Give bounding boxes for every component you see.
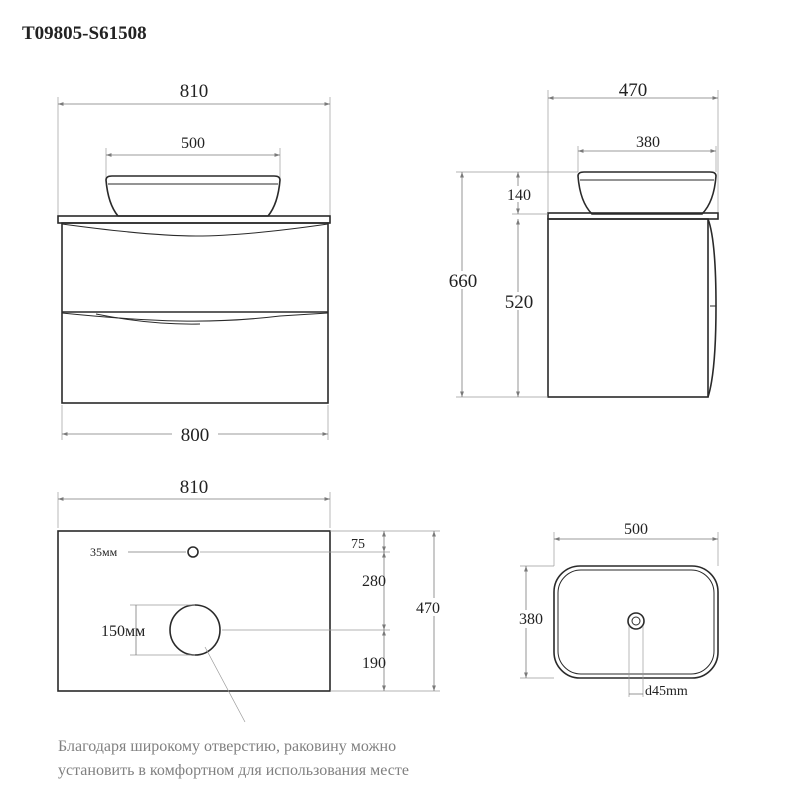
hole-distance-label: 280: [362, 573, 386, 590]
top-view: [58, 477, 448, 722]
basin-top-view: [514, 521, 718, 699]
front-basin-width-label: 500: [181, 135, 205, 152]
note-line-2: установить в комфортном для использования месте: [58, 762, 409, 779]
large-hole-label: 150мм: [101, 623, 146, 640]
front-basin-shape: [106, 176, 280, 216]
side-basin-depth-label: 380: [636, 134, 660, 151]
drain-inner: [632, 617, 640, 625]
large-hole-offset-label: 190: [362, 655, 386, 672]
side-total-height-label: 660: [448, 271, 478, 292]
front-view: [58, 81, 330, 446]
basin-width-label: 500: [624, 521, 648, 538]
side-basin-height-label: 140: [507, 187, 531, 204]
side-top-depth-label: 470: [618, 80, 648, 101]
top-depth-label: 470: [416, 600, 440, 617]
drawing-title: T09805-S61508: [22, 23, 147, 44]
drain-diameter-label: d45mm: [645, 684, 688, 699]
basin-outer-outline: [554, 566, 718, 678]
drain-outer: [628, 613, 644, 629]
front-cabinet: [62, 223, 328, 403]
small-hole-offset-label: 75: [351, 537, 365, 552]
large-hole-shape: [170, 605, 220, 655]
top-width-label: 810: [179, 477, 209, 498]
basin-inner-outline: [558, 570, 714, 674]
front-bottom-width-label: 800: [180, 425, 210, 446]
small-hole-shape: [188, 547, 198, 557]
side-view: [444, 80, 718, 397]
side-cabinet-height-label: 520: [504, 292, 534, 313]
front-countertop: [58, 216, 330, 223]
note-line-1: Благодаря широкому отверстию, раковину можно: [58, 738, 397, 755]
basin-depth-label: 380: [519, 611, 543, 628]
side-cabinet: [548, 219, 708, 397]
front-top-width-label: 810: [179, 81, 209, 102]
side-basin-shape: [578, 172, 716, 214]
small-hole-label: 35мм: [90, 545, 118, 559]
